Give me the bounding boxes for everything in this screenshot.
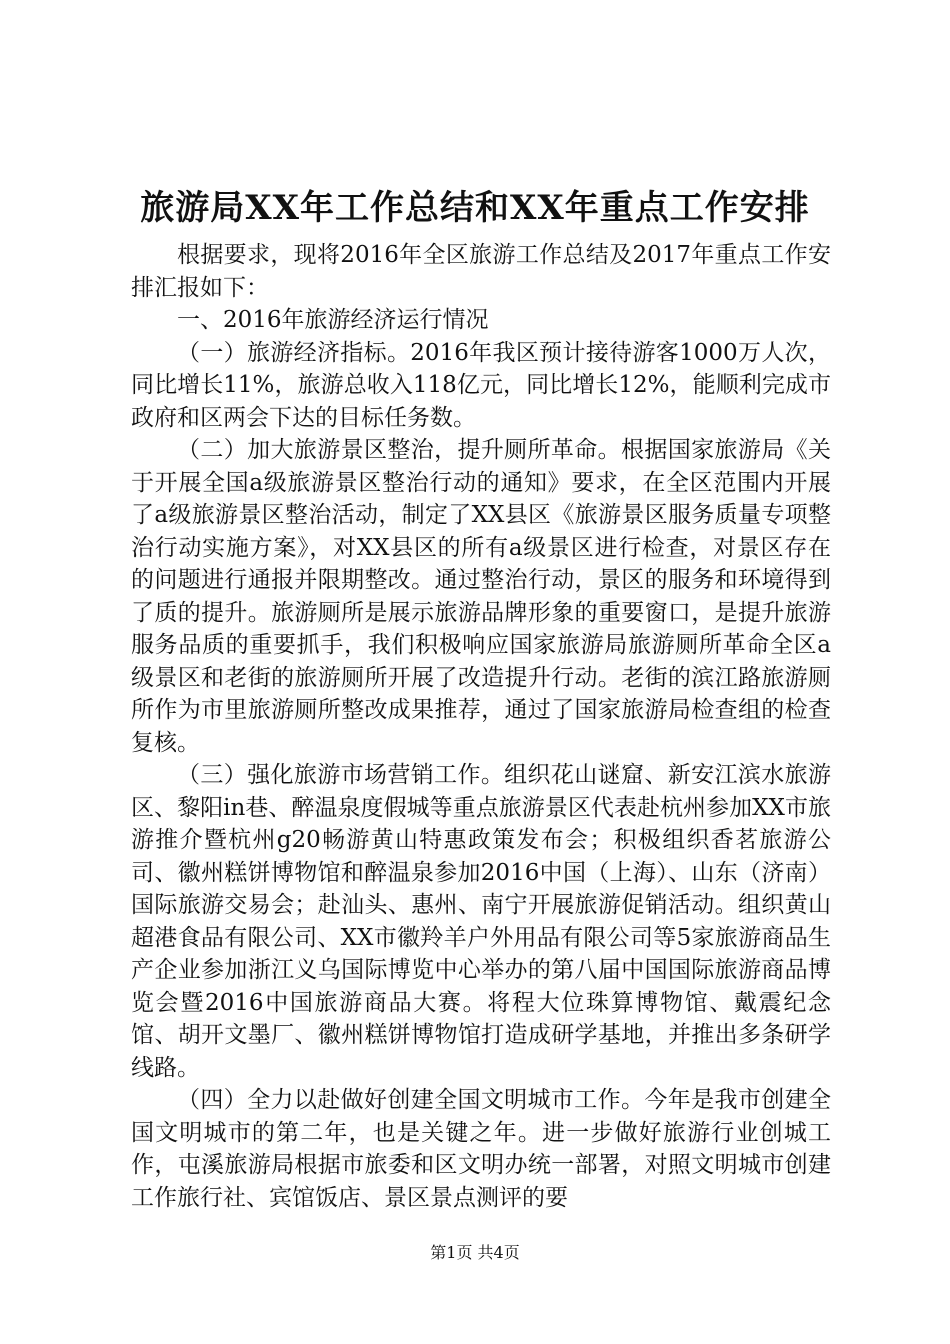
document-body (131, 239, 831, 1214)
paragraph-intro: 根据要求，现将2016年全区旅游工作总结及2017年重点工作安排汇报如下： (131, 242, 831, 301)
section-heading-1: 一、2016年旅游经济运行情况 (177, 307, 489, 333)
paragraph-market-promotion: （三）强化旅游市场营销工作。组织花山谜窟、新安江滨水旅游区、黎阳in巷、醉温泉度假城等重点旅游景区代表赴杭州参加XX市旅游推介暨杭州g20畅游黄山特惠政策发布会；积极组织香茗旅游公司、徽州糕饼博物馆和醉温泉参加2016中国（上海）、山东（济南）国际旅游交易会；赴汕头、惠州、南宁开展旅游促销活动。组织黄山超港食品有限公司、XX市徽羚羊户外用品有限公司等5家旅游商品生产企业参加浙江义乌国际博览中心举办的第八届中国国际旅游商品博览会暨2016中国旅游商品大赛。将程大位珠算博物馆、戴震纪念馆、胡开文墨厂、徽州糕饼博物馆打造成研学基地，并推出多条研学线路。 (131, 762, 831, 1081)
paragraph-civilized-city: （四）全力以赴做好创建全国文明城市工作。今年是我市创建全国文明城市的第二年，也是关键之年。进一步做好旅游行业创城工作，屯溪旅游局根据市旅委和区文明办统一部署，对照文明城市创建工作旅行社、宾馆饭店、景区景点测评的要 (131, 1087, 831, 1211)
paragraph-scenic-area-rectification: （二）加大旅游景区整治，提升厕所革命。根据国家旅游局《关于开展全国a级旅游景区整治行动的通知》要求，在全区范围内开展了a级旅游景区整治活动，制定了XX县区《旅游景区服务质量专项整治行动实施方案》，对XX县区的所有a级景区进行检查，对景区存在的问题进行通报并限期整改。通过整治行动，景区的服务和环境得到了质的提升。旅游厕所是展示旅游品牌形象的重要窗口，是提升旅游服务品质的重要抓手，我们积极响应国家旅游局旅游厕所革命全区a级景区和老街的旅游厕所开展了改造提升行动。老街的滨江路旅游厕所作为市里旅游厕所整改成果推荐，通过了国家旅游局检查组的检查复核。 (131, 437, 831, 756)
page-footer: 第1页 共4页 (430, 1243, 520, 1262)
document-title: 旅游局XX年工作总结和XX年重点工作安排 (140, 188, 810, 228)
paragraph-tourism-indicators: （一）旅游经济指标。2016年我区预计接待游客1000万人次，同比增长11%，旅游总收入118亿元，同比增长12%，能顺利完成市政府和区两会下达的目标任务数。 (131, 339, 831, 431)
